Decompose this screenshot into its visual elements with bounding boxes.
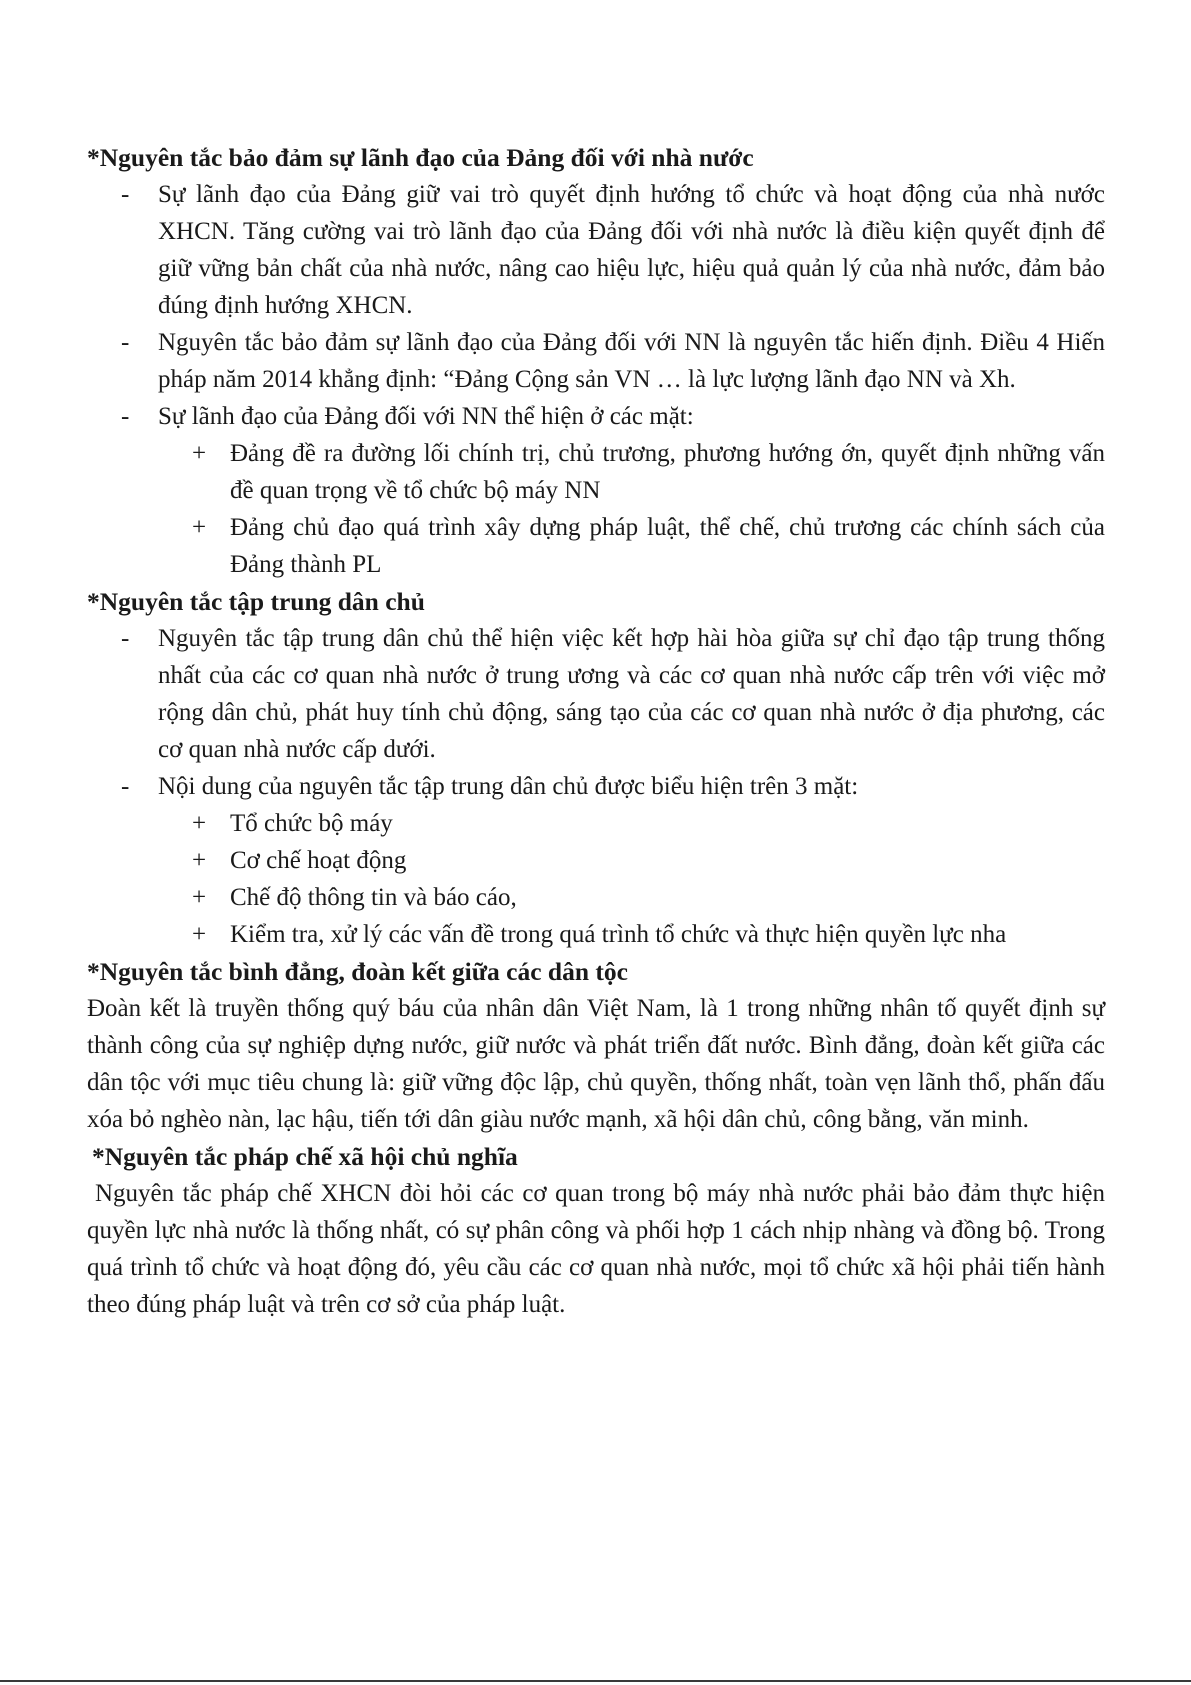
list-item <box>87 398 1105 583</box>
section-paragraph-ethnic-equality: Đoàn kết là truyền thống quý báu của nhân dân Việt Nam, là 1 trong những nhân tố quyết định sự thành công của sự nghiệp dựng nước, giữ nước và phát triển đất nước. Bình đẳng, đoàn kết giữa các dân tộc với mục tiêu chung là: giữ vững độc lập, chủ quyền, thống nhất, toàn vẹn lãnh thổ, phấn đấu xóa bỏ nghèo nàn, lạc hậu, tiến tới dân giàu nước mạnh, xã hội dân chủ, công bằng, văn minh. <box>87 995 1105 1133</box>
dash-marker: - <box>121 625 130 652</box>
plus-marker: + <box>192 440 207 467</box>
plus-marker: + <box>192 514 207 541</box>
party-leadership-list <box>87 176 1105 583</box>
section-heading-ethnic-equality: *Nguyên tắc bình đẳng, đoàn kết giữa các dân tộc <box>87 957 628 986</box>
plus-marker: + <box>192 847 207 874</box>
sub-list-item <box>87 842 1105 879</box>
democratic-centralism-list <box>87 620 1105 953</box>
sub-list-item <box>87 435 1105 509</box>
sub-list-item <box>87 805 1105 842</box>
section-heading-party-leadership: *Nguyên tắc bảo đảm sự lãnh đạo của Đảng đối với nhà nước <box>87 143 754 172</box>
list-item <box>87 324 1105 398</box>
party-leadership-sublist <box>158 435 1105 583</box>
sub-list-item-text: Kiểm tra, xử lý các vấn đề trong quá trình tổ chức và thực hiện quyền lực nha <box>230 921 1007 948</box>
section-heading-socialist-legality: *Nguyên tắc pháp chế xã hội chủ nghĩa <box>92 1142 518 1171</box>
sub-list-item <box>87 916 1105 953</box>
document-page <box>87 139 1105 1323</box>
list-item-text: Sự lãnh đạo của Đảng giữ vai trò quyết định hướng tổ chức và hoạt động của nhà nước XHCN. Tăng cường vai trò lãnh đạo của Đảng đối với nhà nước là điều kiện quyết định để giữ vững bản chất của nhà nước, nâng cao hiệu lực, hiệu quả quản lý của nhà nước, đảm bảo đúng định hướng XHCN. <box>158 181 1105 319</box>
list-item-text: Nội dung của nguyên tắc tập trung dân chủ được biểu hiện trên 3 mặt: <box>158 773 859 800</box>
list-item <box>87 620 1105 768</box>
sub-list-item-text: Đảng đề ra đường lối chính trị, chủ trương, phương hướng ớn, quyết định những vấn đề quan trọng về tổ chức bộ máy NN <box>230 440 1105 504</box>
plus-marker: + <box>192 884 207 911</box>
list-item-text: Sự lãnh đạo của Đảng đối với NN thể hiện ở các mặt: <box>158 403 694 430</box>
dash-marker: - <box>121 329 130 356</box>
sub-list-item <box>87 879 1105 916</box>
section-heading-democratic-centralism: *Nguyên tắc tập trung dân chủ <box>87 587 425 616</box>
list-item <box>87 768 1105 953</box>
plus-marker: + <box>192 810 207 837</box>
dash-marker: - <box>121 181 130 208</box>
sub-list-item-text: Cơ chế hoạt động <box>230 847 407 874</box>
plus-marker: + <box>192 921 207 948</box>
democratic-centralism-sublist <box>158 805 1105 953</box>
list-item-text: Nguyên tắc tập trung dân chủ thể hiện việc kết hợp hài hòa giữa sự chỉ đạo tập trung thống nhất của các cơ quan nhà nước ở trung ương và các cơ quan nhà nước cấp trên với việc mở rộng dân chủ, phát huy tính chủ động, sáng tạo của các cơ quan nhà nước ở địa phương, các cơ quan nhà nước cấp dưới. <box>158 625 1105 763</box>
sub-list-item <box>87 509 1105 583</box>
dash-marker: - <box>121 403 130 430</box>
dash-marker: - <box>121 773 130 800</box>
section-paragraph-socialist-legality: Nguyên tắc pháp chế XHCN đòi hỏi các cơ quan trong bộ máy nhà nước phải bảo đảm thực hiện quyền lực nhà nước là thống nhất, có sự phân công và phối hợp 1 cách nhịp nhàng và đồng bộ. Trong quá trình tổ chức và hoạt động đó, yêu cầu các cơ quan nhà nước, mọi tổ chức xã hội phải tiến hành theo đúng pháp luật và trên cơ sở của pháp luật. <box>87 1180 1105 1318</box>
sub-list-item-text: Chế độ thông tin và báo cáo, <box>230 884 517 911</box>
page-bottom-rule <box>0 1680 1191 1682</box>
list-item <box>87 176 1105 324</box>
sub-list-item-text: Tổ chức bộ máy <box>230 810 393 837</box>
sub-list-item-text: Đảng chủ đạo quá trình xây dựng pháp luật, thể chế, chủ trương các chính sách của Đảng thành PL <box>230 514 1105 578</box>
list-item-text: Nguyên tắc bảo đảm sự lãnh đạo của Đảng đối với NN là nguyên tắc hiến định. Điều 4 Hiến pháp năm 2014 khẳng định: “Đảng Cộng sản VN … là lực lượng lãnh đạo NN và Xh. <box>158 329 1105 393</box>
